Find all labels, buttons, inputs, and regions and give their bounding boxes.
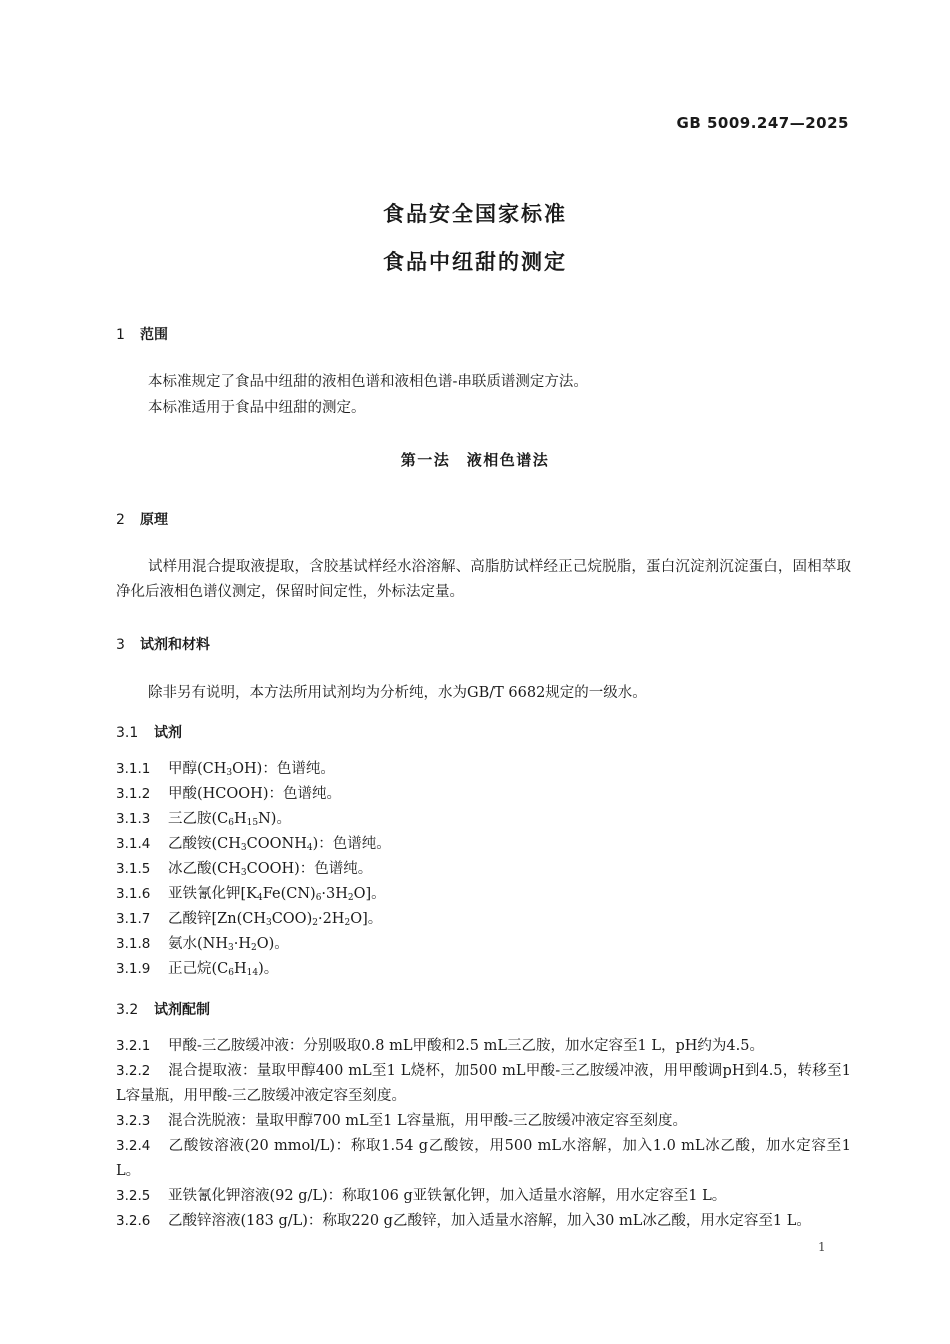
item-number: 3.2.4	[116, 1138, 151, 1154]
section-1-paragraph-2: 本标准适用于食品中纽甜的测定。	[148, 400, 366, 416]
section-3-2-heading	[116, 999, 210, 1019]
item-number: 3.1.6	[116, 886, 151, 902]
section-3-heading	[116, 634, 210, 654]
subsection-title: 试剂配制	[154, 1002, 210, 1018]
method-heading: 第一法 液相色谱法	[400, 451, 550, 469]
item-text: 氨水(NH	[168, 936, 228, 952]
subscript: 3	[240, 868, 247, 878]
preparation-item	[116, 1109, 851, 1134]
item-number: 3.1.9	[116, 961, 151, 977]
item-text: 正己烷(C	[168, 961, 229, 977]
section-number: 1	[116, 327, 125, 343]
item-text: 混合洗脱液：量取甲醇700 mL至1 L容量瓶，用甲酸-三乙胺缓冲液定容至刻度。	[168, 1113, 688, 1129]
item-number: 3.1.1	[116, 761, 151, 777]
item-number: 3.1.7	[116, 911, 151, 927]
document-subtitle: 食品中纽甜的测定	[383, 250, 567, 274]
item-text: 亚铁氰化钾溶液(92 g/L)：称取106 g亚铁氰化钾，加入适量水溶解，用水定容至1 L。	[168, 1188, 727, 1204]
preparation-item	[116, 1034, 851, 1059]
subsection-number: 3.2	[116, 1002, 139, 1018]
section-1-heading	[116, 324, 168, 344]
item-text: COONH	[246, 836, 307, 852]
item-text: O]。	[350, 911, 383, 927]
item-text: 亚铁氰化钾[K	[168, 886, 257, 902]
item-text: H	[234, 811, 247, 827]
item-number: 3.2.2	[116, 1063, 151, 1079]
standard-number: GB 5009.247—2025	[676, 114, 849, 132]
item-text: 甲酸-三乙胺缓冲液：分别吸取0.8 mL甲酸和2.5 mL三乙胺，加水定容至1 L，pH约为4.5。	[168, 1038, 764, 1054]
section-2-heading	[116, 509, 168, 529]
item-text: N)。	[258, 811, 291, 827]
item-number: 3.1.2	[116, 786, 151, 802]
document-title: 食品安全国家标准	[383, 202, 567, 226]
reagent-item	[116, 957, 851, 986]
item-text: OH)：色谱纯。	[232, 761, 335, 777]
subscript: 2	[312, 918, 318, 928]
item-text: Fe(CN)	[262, 886, 316, 902]
section-3-1-heading	[116, 722, 182, 742]
subscript: 6	[315, 893, 322, 903]
item-text: 冰乙酸(CH	[168, 861, 241, 877]
preparation-item	[116, 1209, 851, 1234]
item-number: 3.2.6	[116, 1213, 151, 1229]
subscript: 3	[240, 843, 247, 853]
item-text: 三乙胺(C	[168, 811, 229, 827]
subscript: 3	[226, 768, 233, 778]
item-text: )。	[258, 961, 279, 977]
item-text: )：色谱纯。	[312, 836, 391, 852]
reagent-item	[116, 782, 851, 807]
item-text: 混合提取液：量取甲醇400 mL至1 L烧杯，加500 mL甲酸-三乙胺缓冲液，用甲酸调pH到4.5，转移至1 L容量瓶，用甲酸-三乙胺缓冲液定容至刻度。	[116, 1063, 851, 1104]
item-text: COO)	[271, 911, 313, 927]
item-text: ·H	[233, 936, 251, 952]
item-number: 3.2.5	[116, 1188, 151, 1204]
section-number: 2	[116, 512, 125, 528]
subscript: 4	[306, 843, 313, 853]
preparation-item	[116, 1134, 851, 1184]
item-number: 3.1.5	[116, 861, 151, 877]
item-number: 3.2.3	[116, 1113, 151, 1129]
item-number: 3.1.8	[116, 936, 151, 952]
subscript: 3	[228, 943, 234, 953]
section-title: 范围	[140, 327, 168, 343]
item-text: 乙酸锌溶液(183 g/L)：称取220 g乙酸锌，加入适量水溶解，加入30 mL冰乙酸，用水定容至1 L。	[168, 1213, 811, 1229]
item-number: 3.1.3	[116, 811, 151, 827]
item-text: 乙酸铵溶液(20 mmol/L)：称取1.54 g乙酸铵，用500 mL水溶解，加入1.0 mL冰乙酸，加水定容至1 L。	[116, 1138, 851, 1179]
subsection-number: 3.1	[116, 725, 139, 741]
section-1-paragraph-1: 本标准规定了食品中纽甜的液相色谱和液相色谱-串联质谱测定方法。	[148, 374, 588, 390]
item-text: H	[234, 961, 247, 977]
subscript: 15	[246, 818, 259, 828]
page-number: 1	[818, 1240, 826, 1254]
item-text: 乙酸锌[Zn(CH	[168, 911, 266, 927]
subscript: 4	[257, 893, 263, 903]
item-text: O]。	[353, 886, 386, 902]
item-number: 3.1.4	[116, 836, 151, 852]
subscript: 6	[228, 818, 234, 828]
item-text: 乙酸铵(CH	[168, 836, 241, 852]
subscript: 2	[347, 893, 354, 903]
subscript: 6	[228, 968, 234, 978]
item-text: COOH)：色谱纯。	[246, 861, 373, 877]
section-3-paragraph: 除非另有说明，本方法所用试剂均为分析纯，水为GB/T 6682规定的一级水。	[148, 685, 647, 701]
item-text: ·2H	[317, 911, 345, 927]
item-number: 3.2.1	[116, 1038, 151, 1054]
preparation-item	[116, 1059, 851, 1109]
section-2-paragraph: 试样用混合提取液提取，含胶基试样经水浴溶解、高脂肪试样经正己烷脱脂，蛋白沉淀剂沉淀蛋白，固相萃取净化后液相色谱仪测定，保留时间定性，外标法定量。	[116, 559, 851, 600]
item-text: 甲醇(CH	[168, 761, 227, 777]
item-text: 甲酸(HCOOH)：色谱纯。	[168, 786, 341, 802]
preparation-item	[116, 1184, 851, 1209]
section-title: 试剂和材料	[140, 637, 210, 653]
subscript: 3	[265, 918, 272, 928]
item-text: O)。	[256, 936, 289, 952]
subscript: 2	[251, 943, 257, 953]
subsection-title: 试剂	[154, 725, 182, 741]
item-text: ·3H	[321, 886, 348, 902]
subscript: 2	[344, 918, 351, 928]
section-number: 3	[116, 637, 125, 653]
section-title: 原理	[140, 512, 168, 528]
subscript: 14	[246, 968, 259, 978]
